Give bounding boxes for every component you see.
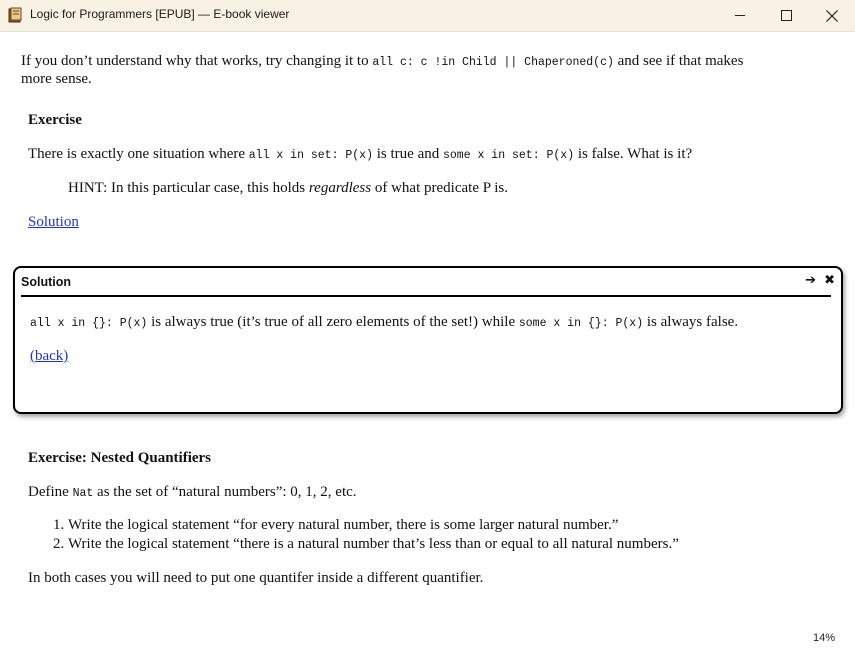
solution-code: all x in {}: P(x) (30, 317, 148, 330)
define-nat-paragraph (28, 483, 357, 503)
minimize-button[interactable] (717, 0, 763, 31)
question-text: is true and (373, 146, 443, 162)
define-text: Define (28, 484, 73, 500)
goto-arrow-icon[interactable]: ➔ (805, 273, 816, 288)
hint-text: of what predicate P is. (371, 180, 509, 196)
book-app-icon (8, 7, 23, 23)
intro-code: all c: c !in Child || Chaperoned(c) (372, 56, 614, 69)
close-button[interactable] (809, 0, 855, 31)
question-code: some x in set: P(x) (442, 149, 575, 162)
maximize-icon (781, 10, 792, 21)
list-item: 2. Write the logical statement “there is a natural number that’s less than or equal to all natural numbers.” (68, 535, 679, 554)
close-icon (826, 10, 838, 22)
intro-paragraph-line2: more sense. (21, 71, 92, 87)
define-code: Nat (72, 487, 94, 500)
popup-close-icon[interactable]: ✖ (824, 273, 835, 288)
define-text: as the set of “natural numbers”: 0, 1, 2, etc. (93, 484, 357, 500)
solution-code: some x in {}: P(x) (518, 317, 644, 330)
popup-title: Solution (21, 275, 71, 289)
intro-text: If you don’t understand why that works, try changing it to (21, 53, 373, 69)
solution-popup (13, 266, 843, 414)
question-code: all x in set: P(x) (248, 149, 373, 162)
popup-divider (21, 295, 831, 297)
title-bar (0, 0, 855, 32)
exercise-heading: Exercise (28, 112, 82, 128)
exercise-hint (68, 179, 508, 197)
minimize-icon (735, 10, 746, 21)
solution-text: is always false. (643, 314, 739, 330)
back-link[interactable]: (back) (30, 348, 69, 364)
hint-emphasis: regardless (308, 180, 372, 196)
question-text: There is exactly one situation where (28, 146, 249, 162)
solution-text: is always true (it’s true of all zero elements of the set!) while (147, 314, 519, 330)
exercise-question (28, 145, 692, 165)
progress-indicator: 14% (812, 632, 835, 644)
closing-paragraph: In both cases you will need to put one quantifer inside a different quantifier. (28, 570, 484, 586)
hint-text: HINT: In this particular case, this holds (68, 180, 309, 196)
intro-paragraph (21, 52, 743, 72)
popup-solution-text (30, 313, 738, 333)
question-text: is false. What is it? (574, 146, 693, 162)
list-item: 1. Write the logical statement “for every natural number, there is some larger natural number.” (68, 516, 679, 535)
intro-text-after: and see if that makes (613, 53, 744, 69)
maximize-button[interactable] (763, 0, 809, 31)
window-title: Logic for Programmers [EPUB] — E-book viewer (30, 7, 290, 21)
nested-quantifiers-heading: Exercise: Nested Quantifiers (28, 450, 212, 466)
solution-link[interactable]: Solution (28, 214, 79, 230)
exercise-list (28, 516, 679, 554)
